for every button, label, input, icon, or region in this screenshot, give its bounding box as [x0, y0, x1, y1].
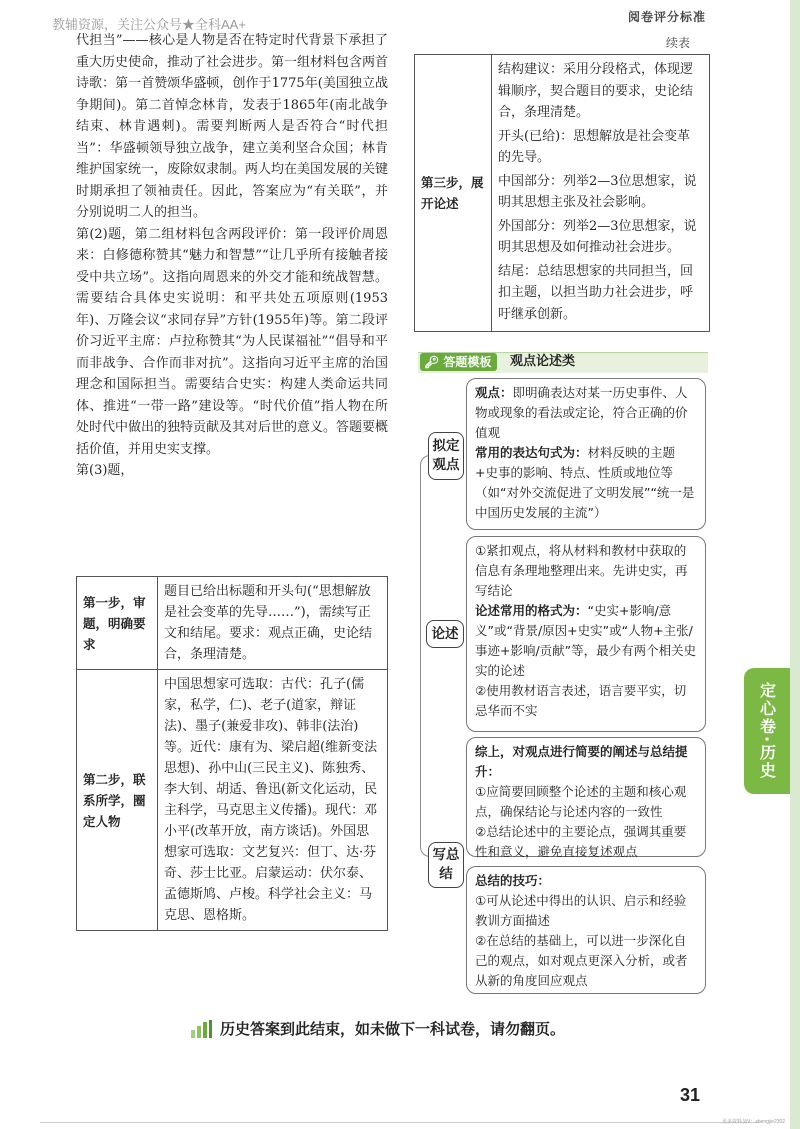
step-2-key: 第二步，联系所学，圈定人物 — [77, 670, 158, 931]
table-row — [77, 670, 388, 931]
table-row — [77, 577, 388, 670]
label-argue-text: 论述 — [431, 625, 459, 642]
conclude-2-text-2: ②在总结的基础上，可以进一步深化自己的观点，如对观点更深入分析，或者从新的角度回应观点 — [475, 933, 688, 988]
step-3-line: 结尾：总结思想家的共同担当，回扣主题，以担当助力社会进步，呼吁继承创新。 — [498, 263, 694, 322]
conclude-2-bold — [475, 871, 697, 891]
paragraph-3: 第(3)题， — [76, 463, 134, 478]
step-3-line: 开头(已给)：思想解放是社会变革的先导。 — [498, 128, 691, 165]
label-conclude — [428, 842, 464, 888]
step-3-table — [414, 54, 710, 332]
watermark-text: 教辅资源，关注公众号★全科AA+ — [52, 17, 246, 32]
argue-bold-2: 论述常用的格式为： — [475, 603, 588, 618]
viewpoint-bold-1: 观点： — [475, 385, 513, 400]
label-argue — [426, 620, 464, 648]
bracket-line — [420, 455, 443, 857]
argue-text-1: ①紧扣观点，将从材料和教材中获取的信息有条理地整理出来。先讲史实，再写结论 — [475, 543, 688, 598]
step-1-value: 题目已给出标题和开头句(“思想解放是社会变革的先导……”)，需续写正文和结尾。要求：观点正确，史论结合，条理清楚。 — [158, 577, 388, 670]
step-3-line: 中国部分：列举2—3位思想家，说明其思想主张及社会影响。 — [498, 173, 697, 210]
paragraph-2: 第(2)题，第二组材料包含两段评价：第一段评价周恩来：白修德称赞其“魅力和智慧”“让几乎所有接触者接受中共立场”。这指向周恩来的外交才能和统战智慧。需要结合具体史实说明：和平共处五项原则(1953年)、万隆会议“求同存异”方针(1955年)等。第二段评价习近平主席：卢拉称赞其“为人民谋福祉”“倡导和平而非战争、合作而非对抗”。这指向习近平主席的治国理念和国际担当。需要结合史实：构建人类命运共同体、推进“一带一路”建设等。“时代价值”指人物在所处时代中做出的独特贡献及其对后世的意义。答题要概括价值，并用史实支撑。 — [76, 226, 389, 457]
argue-text-2 — [475, 601, 697, 681]
viewpoint-body-2: 材料反映的主题+史事的影响、特点、性质或地位等（如“对外交流促进了文明发展”“统一是中国历史发展的主流”） — [475, 445, 695, 520]
step-1-key: 第一步，审题，明确要求 — [77, 577, 158, 670]
page-edge-strip — [790, 0, 800, 1129]
corner-note: 更多资料加V：shengjie2302 — [722, 1119, 786, 1125]
subject-side-tab — [744, 668, 790, 794]
conclude-2-text-1: ①可从论述中得出的认识、启示和经验教训方面描述 — [475, 893, 687, 928]
viewpoint-text-2 — [475, 443, 697, 523]
step-3-line: 结构建议：采用分段格式，体现逻辑顺序，契合题目的要求，史论结合，条理清楚。 — [498, 62, 694, 120]
conclude-box-1 — [466, 737, 706, 857]
label-conclude-text: 写总结 — [432, 847, 460, 882]
bar-chart-icon — [190, 1020, 212, 1038]
header-title: 阅卷评分标准 — [627, 10, 706, 24]
step-2-value: 中国思想家可选取：古代：孔子(儒家，私学，仁)、老子(道家，辩证法)、墨子(兼爱非攻)、韩非(法治)等。近代：康有为、梁启超(维新变法思想)、孙中山(三民主义)、陈独秀、李大钊、胡适、鲁迅(新文化运动，民主科学，马克思主义传播)。现代：邓小平(改革开放，南方谈话)。外国思想家可选取：文艺复兴：但丁、达·芬奇、莎士比亚。启蒙运动：伏尔泰、孟德斯鸠、卢梭。科学社会主义：马克思、恩格斯。 — [158, 670, 388, 931]
conclude-1-text-1: ①应简要回顾整个论述的主题和核心观点，确保结论与论述内容的一致性 — [475, 784, 687, 819]
template-tag-label: 答题模板 — [443, 355, 492, 369]
label-viewpoint-text: 拟定观点 — [432, 438, 460, 473]
step-3-line: 外国部分：列举2—3位思想家，说明其思想及如何推动社会进步。 — [498, 218, 697, 255]
argue-text-3: ②使用教材语言表述，语言要平实，切忌华而不实 — [475, 683, 687, 718]
end-of-answers-note: 历史答案到此结束，如未做下一科试卷，请勿翻页。 — [220, 1020, 566, 1038]
paragraph-1: 代担当”——核心是人物是否在特定时代背景下承担了重大历史使命，推动了社会进步。第一组材料包含两首诗歌：第一首赞颂华盛顿，创作于1775年(美国独立战争期间)。第二首悼念林肯，发表于1865年(南北战争结束、林肯遇刺)。需要判断两人是否符合“时代担当”：华盛顿领导独立战争，建立美利坚合众国；林肯维护国家统一，废除奴隶制。两人均在美国发展的关键时期承担了领袖责任。因此，答案应为“有关联”，并分别说明二人的担当。 — [76, 33, 389, 220]
conclude-2-bold-text: 总结的技巧： — [475, 873, 551, 888]
bottom-divider — [40, 1122, 760, 1123]
viewpoint-box — [466, 378, 706, 530]
step-3-value — [492, 55, 710, 332]
argue-body-2: “史实+影响/意义”或“背景/原因+史实”或“人物+主张/事迹+影响/贡献”等，最少有两个相关史实的论述 — [475, 603, 697, 678]
step-3-key: 第三步，展开论述 — [415, 55, 492, 332]
header-continued: 续表 — [665, 36, 690, 50]
key-icon: 🔑︎ — [424, 355, 440, 369]
page-number: 31 — [680, 1085, 701, 1105]
conclude-1-text-2: ②总结论述中的主要论点，强调其重要性和意义，避免直接复述观点 — [475, 824, 687, 859]
steps-table — [76, 576, 388, 931]
label-viewpoint — [428, 432, 464, 480]
table-row — [415, 55, 710, 332]
viewpoint-bold-2: 常用的表达句式为： — [475, 445, 588, 460]
viewpoint-body-1: 即明确表达对某一历史事件、人物或现象的看法或定论，符合正确的价值观 — [475, 385, 688, 440]
left-column — [76, 30, 388, 482]
conclude-1-bold — [475, 742, 697, 782]
template-title: 观点论述类 — [510, 354, 576, 369]
subject-side-tab-label: 定心卷·历史 — [757, 681, 777, 781]
viewpoint-text-1 — [475, 383, 697, 443]
argue-box — [466, 536, 706, 732]
template-tag — [420, 353, 497, 371]
conclude-1-bold-text: 综上，对观点进行简要的阐述与总结提升： — [475, 744, 688, 779]
conclude-box-2 — [466, 866, 706, 994]
